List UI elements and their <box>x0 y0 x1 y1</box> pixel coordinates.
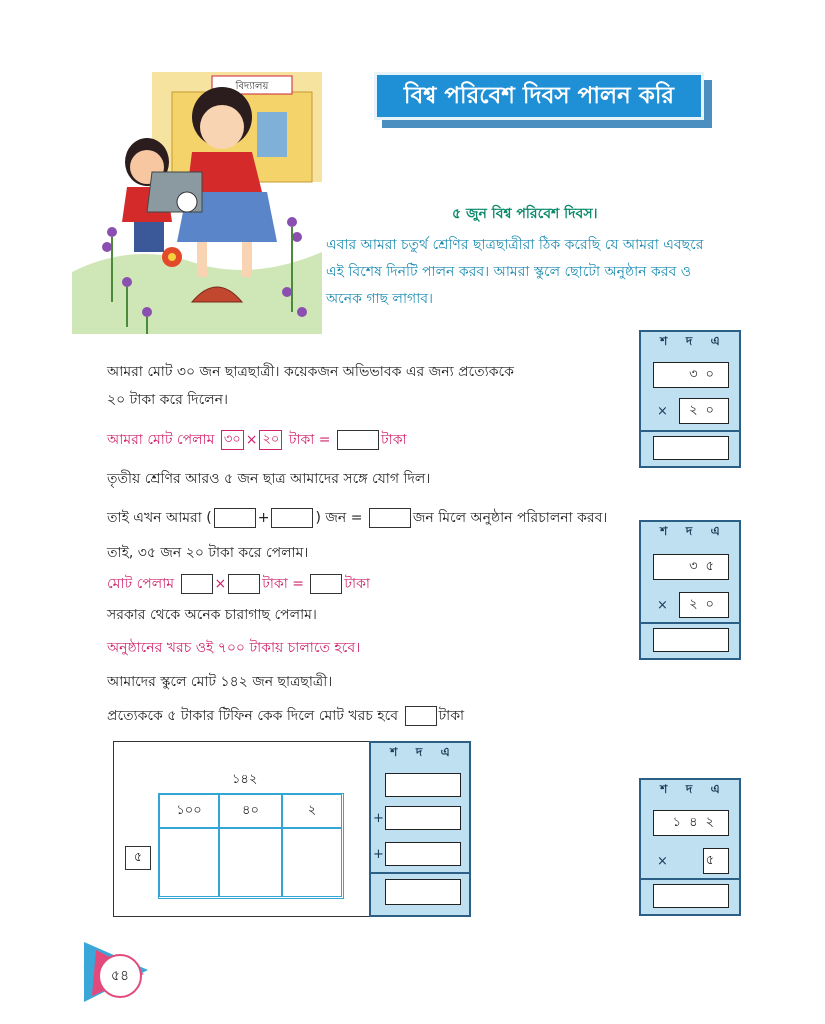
addition-card <box>369 741 471 917</box>
calc-card-1 <box>639 330 741 468</box>
p4-suffix: জন মিলে অনুষ্ঠান পরিচালনা করব। <box>412 510 608 526</box>
answer-box-tiffin-cost[interactable] <box>405 706 437 726</box>
problem-line-10: আমাদের স্কুলে মোট ১৪২ জন ছাত্রছাত্রী। <box>107 674 333 690</box>
answer-box-total[interactable] <box>337 430 379 450</box>
intro-line: অনেক গাছ লাগাব। <box>326 291 434 307</box>
times-sign: × <box>657 598 668 613</box>
problem-line-2: ২০ টাকা করে দিলেন। <box>107 392 228 408</box>
card3-answer-box[interactable] <box>653 884 729 908</box>
intro-heading: ৫ জুন বিশ্ব পরিবেশ দিবস। <box>452 206 598 222</box>
plus-sign: + <box>373 811 384 826</box>
value-box-30: ৩০ <box>221 430 244 450</box>
p2-prefix: আমরা মোট পেলাম <box>107 432 215 448</box>
problem-line-3 <box>107 428 407 452</box>
p2-suffix: টাকা <box>381 432 407 448</box>
answer-box-students[interactable] <box>181 574 213 594</box>
sum-box-3[interactable] <box>385 842 461 866</box>
times-sign: × <box>214 576 227 592</box>
sum-total-box[interactable] <box>385 879 461 905</box>
calc-card-3 <box>639 778 741 916</box>
p4-prefix: তাই এখন আমরা ( <box>107 510 212 526</box>
answer-box-amount[interactable] <box>228 574 260 594</box>
grid-part-ones: ২ <box>282 794 342 828</box>
boy-shorts <box>134 222 164 252</box>
card1-bottom-value: ২০ <box>679 398 729 424</box>
card2-bottom-value: ২০ <box>679 592 729 618</box>
answer-box-total-money[interactable] <box>310 574 342 594</box>
times-sign: × <box>657 404 668 419</box>
girl-leg <box>197 242 207 277</box>
times-sign: × <box>245 432 258 448</box>
watering-can-spout <box>177 192 197 212</box>
illustration-children-garden <box>72 72 322 334</box>
problem-line-4: তৃতীয় শ্রেণির আরও ৫ জন ছাত্র আমাদের সঙ্গে যোগ দিল। <box>107 471 431 487</box>
problem-line-8: সরকার থেকে অনেক চারাগাছ পেলাম। <box>107 607 317 623</box>
intro-line: এবার আমরা চতুর্থ শ্রেণির ছাত্রছাত্রীরা ঠিক করেছি যে আমরা এবছরে <box>326 237 704 253</box>
grid-part-hundreds: ১০০ <box>159 794 219 828</box>
value-box-20: ২০ <box>259 430 282 450</box>
sum-box-2[interactable] <box>385 806 461 830</box>
grid-answer-cell[interactable] <box>219 828 282 897</box>
card3-bottom-value: ৫ <box>703 848 729 874</box>
divider <box>639 430 741 432</box>
page-number: ৫৪ <box>98 954 142 998</box>
place-value-header: শ দ এ <box>390 745 450 759</box>
grid-part-tens: ৪০ <box>219 794 282 828</box>
grid-answer-cell[interactable] <box>282 828 342 897</box>
school-sign-text: বিদ্যালয় <box>235 81 269 92</box>
place-value-header: শ দ এ <box>660 334 720 348</box>
p6-mid: টাকা = <box>262 576 304 592</box>
problem-line-11 <box>107 704 464 728</box>
intro-paragraph <box>326 232 756 313</box>
p6-prefix: মোট পেলাম <box>107 576 175 592</box>
times-sign: × <box>657 854 668 869</box>
plus-sign: + <box>373 847 384 862</box>
card1-top-value: ৩০ <box>653 362 729 388</box>
problem-line-6: তাই, ৩৫ জন ২০ টাকা করে পেলাম। <box>107 545 309 561</box>
p6-suffix: টাকা <box>344 576 370 592</box>
card2-answer-box[interactable] <box>653 628 729 652</box>
girl-leg <box>242 242 252 277</box>
p10-suffix: টাকা <box>438 708 465 724</box>
p2-mid: টাকা = <box>288 432 331 448</box>
sum-box-1[interactable] <box>385 773 461 797</box>
grid-multiplier: ৫ <box>125 846 151 870</box>
place-value-header: শ দ এ <box>660 524 720 538</box>
plus-sign: + <box>257 510 270 526</box>
page-title: বিশ্ব পরিবেশ দিবস পালন করি <box>374 72 704 120</box>
problem-line-1: আমরা মোট ৩০ জন ছাত্রছাত্রী। কয়েকজন অভিভাবক এর জন্য প্রত্যেককে <box>107 364 514 380</box>
answer-box-students-a[interactable] <box>214 508 256 528</box>
answer-box-students-b[interactable] <box>271 508 313 528</box>
p4-mid: ) জন = <box>315 510 363 526</box>
p10-prefix: প্রত্যেককে ৫ টাকার টিফিন কেক দিলে মোট খরচ হবে <box>107 708 399 724</box>
problem-line-9: অনুষ্ঠানের খরচ ওই ৭০০ টাকায় চালাতে হবে। <box>107 640 361 656</box>
grid-answer-cell[interactable] <box>159 828 219 897</box>
divider <box>639 622 741 624</box>
card1-answer-box[interactable] <box>653 436 729 460</box>
calc-card-2 <box>639 520 741 660</box>
place-value-header: শ দ এ <box>660 782 720 796</box>
divider <box>639 878 741 880</box>
divider <box>369 872 471 874</box>
grid-total-label: ১৪২ <box>232 772 258 787</box>
card2-top-value: ৩৫ <box>653 554 729 580</box>
girl-face <box>200 105 244 149</box>
problem-line-7 <box>107 572 370 596</box>
card3-top-value: ১৪২ <box>653 810 729 836</box>
window <box>257 112 287 157</box>
answer-box-students-total[interactable] <box>369 508 411 528</box>
intro-line: এই বিশেষ দিনটি পালন করব। আমরা স্কুলে ছোটো অনুষ্ঠান করব ও <box>326 264 692 280</box>
problem-line-5 <box>107 506 607 530</box>
area-model-grid <box>158 793 344 899</box>
